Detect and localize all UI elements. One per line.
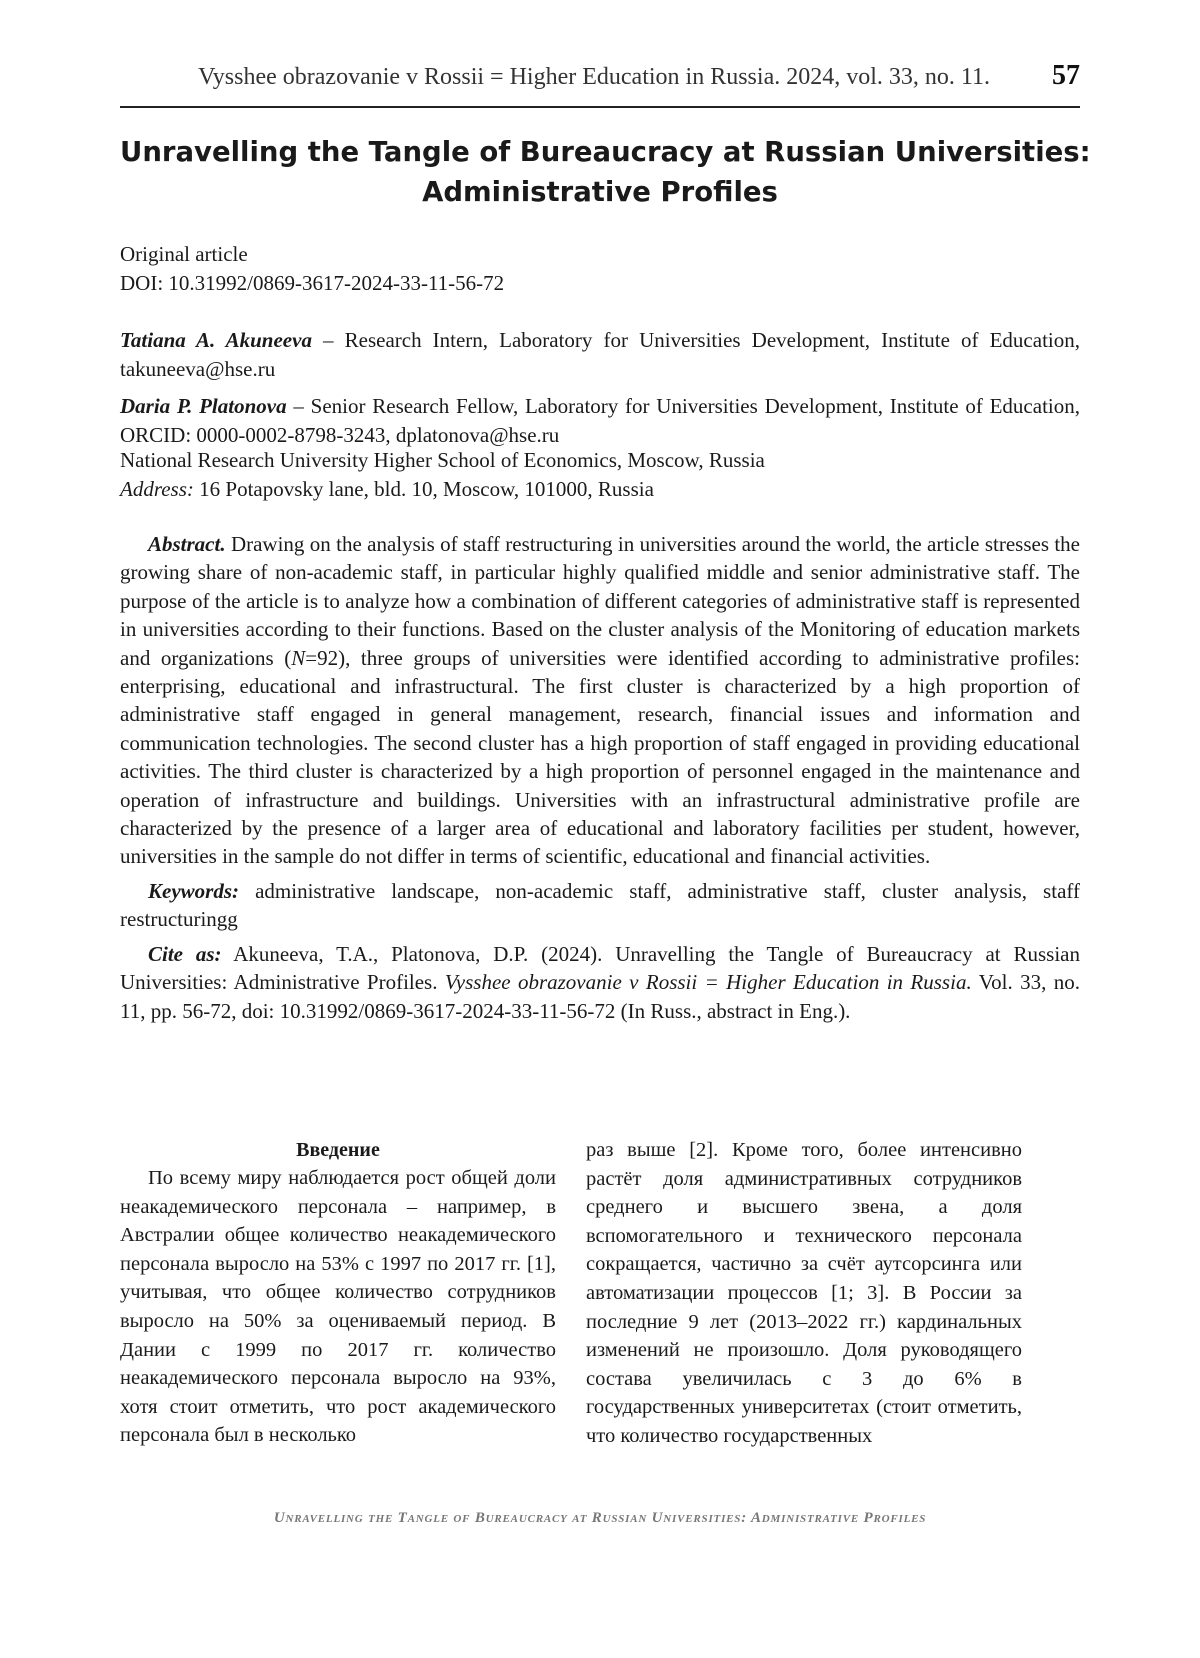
page: [120, 0, 1091, 1658]
journal-citation: Vysshee obrazovanie v Rossii = Higher Education in Russia. 2024, vol. 33, no. 11.: [198, 64, 990, 90]
abstract-label: Abstract.: [148, 532, 226, 556]
author-details: – Senior Research Fellow, Laboratory for Universities Development, Institute of Education, ORCID: 0000-0002-8798-3243, dplatonova@hse.ru: [120, 394, 1080, 447]
section-heading: Введение: [296, 1139, 380, 1161]
cite-journal: Vysshee obrazovanie v Rossii = Higher Education in Russia.: [444, 970, 972, 995]
body-column-left: [120, 1136, 556, 1450]
keywords-text: administrative landscape, non-academic staff, administrative staff, cluster analysis, staff restructuringg: [120, 878, 1080, 932]
author-entry: [120, 326, 1080, 384]
author-list: [120, 326, 1080, 458]
body-paragraph: раз выше [2]. Кроме того, более интенсивно растёт доля административных сотрудников среднего и высшего звена, а доля вспомогательного и технического персонала сокращается, частично за счёт аутсорсинга или автоматизации процессов [1; 3]. В России за последние 9 лет (2013–2022 гг.) кардинальных изменений не произошло. Доля руководящего состава увеличилась с 3 до 6% в государственных университетах (стоит отметить, что количество государственных: [586, 1139, 1022, 1447]
n-symbol: N: [291, 645, 306, 670]
cite-part1: Akuneeva, T.A., Platonova, D.P. (2024). Unravelling the Tangle of Bureaucracy at Russian Universities: Administrative Profiles.: [120, 941, 1081, 995]
article-doi: DOI: 10.31992/0869-3617-2024-33-11-56-72: [120, 271, 505, 295]
abstract-section: [120, 530, 1080, 1031]
keywords-label: Keywords:: [148, 878, 239, 903]
title-line-2: Administrative Profiles: [422, 176, 778, 208]
abstract: [120, 530, 1080, 871]
author-name: Daria P. Platonova: [120, 394, 287, 418]
running-header: [120, 60, 1080, 108]
article-title: [120, 132, 1091, 212]
title-line-1: Unravelling the Tangle of Bureaucracy at Russian Universities:: [120, 136, 1091, 168]
author-entry: [120, 392, 1080, 450]
article-meta: [120, 240, 504, 298]
article-type: Original article: [120, 242, 248, 266]
cite-label: Cite as:: [148, 941, 222, 966]
address-value: 16 Potapovsky lane, bld. 10, Moscow, 101000, Russia: [193, 477, 654, 501]
body-paragraph: По всему миру наблюдается рост общей доли неакадемического персонала – например, в Австралии общее количество неакадемического персонала выросло на 53% с 1997 по 2017 гг. [1], учитывая, что общее количество сотрудников выросло на 50% за оцениваемый период. В Дании с 1999 по 2017 гг. количество неакадемического персонала выросло на 93%, хотя стоит отметить, что рост академического персонала был в несколько: [120, 1167, 556, 1447]
affiliation: [120, 446, 765, 504]
address: [120, 475, 765, 504]
address-label: Address:: [120, 477, 194, 501]
abstract-text-part1: Drawing on the analysis of staff restructuring in universities around the world, the article stresses the growing share of non-academic staff, in particular highly qualified middle and senior administrative staff. The purpose of the article is to analyze how a combination of different categories of administrative staff is represented in universities according to their functions. Based on the cluster analysis of the Monitoring of education markets and organizations (: [120, 532, 1080, 670]
cite-part2: Vol. 33, no. 11, pp. 56-72, doi: 10.31992/0869-3617-2024-33-11-56-72 (In Russ., abstract in Eng.).: [120, 970, 1081, 1023]
author-name: Tatiana A. Akuneeva: [120, 328, 312, 352]
author-details: – Research Intern, Laboratory for Universities Development, Institute of Education, takuneeva@hse.ru: [120, 328, 1080, 381]
body-column-right: [586, 1136, 1022, 1451]
citation: [120, 940, 1080, 1025]
keywords: [120, 877, 1080, 934]
running-footer: Unravelling the Tangle of Bureaucracy at Russian Universities: Administrative Profiles: [273, 1510, 927, 1526]
institution: National Research University Higher School of Economics, Moscow, Russia: [120, 448, 765, 472]
page-number: 57: [1052, 60, 1080, 91]
abstract-text-part2: =92), three groups of universities were identified according to administrative profiles: enterprising, educational and infrastructural. The first cluster is characterized by a high proportion of administrative staff engaged in general management, research, financial issues and information and communication technologies. The second cluster has a high proportion of staff engaged in providing educational activities. The third cluster is characterized by a high proportion of personnel engaged in the maintenance and operation of infrastructure and buildings. Universities with an infrastructural administrative profile are characterized by the presence of a larger area of educational and laboratory facilities per student, however, universities in the sample do not differ in terms of scientific, educational and financial activities.: [120, 645, 1080, 869]
